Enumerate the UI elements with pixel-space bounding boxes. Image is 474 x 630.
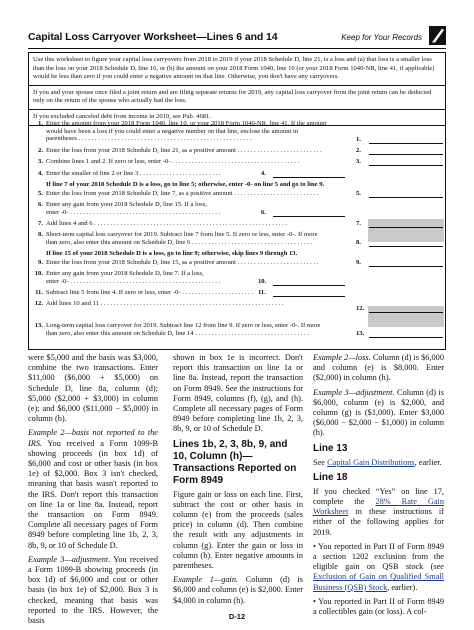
body-paragraph: Example 1—gain. Column (d) is $6,000 and column (e) is $2,000. Enter $4,000 in column (h). [173,575,303,605]
intro-paragraph: If you excluded canceled debt from income in 2019, see Pub. 4681. [33,112,211,120]
line-label: 10. [258,278,267,285]
bullet-item: • You reported in Part II of Form 8949 a section 1202 exclusion from the eligible gain on QSB stock (see Exclusion of Gain on Qualified Small Business (QSB) Stock, earlier). [313,541,444,592]
line-5-entry[interactable] [369,197,443,198]
section-heading: Line 13 [313,442,348,454]
worksheet-table [28,117,446,350]
shaded-cell [368,306,444,327]
body-paragraph: shown in box 1e is incorrect. Don't report this transaction on line 1a or line 8a. Instead, report the transaction on Form 8949. See the instructions for Form 8949, columns (f), (g), and (h). Complete all necessary pages of Form 8949 before completing line 1b, 2, 3, 8b, 9, or 10 of Schedule D. [173,353,303,434]
line-3-entry[interactable] [369,165,443,166]
worksheet-note: If line 15 of your 2018 Schedule D is a loss, go to line 9; otherwise, skip lines 9 through 13. [46,250,298,257]
text-column-middle [173,353,303,610]
page-number: D-12 [228,612,246,621]
body-paragraph: If you checked “Yes” on line 17, complete the 28% Rate Gain Worksheet in these instructions if either of the following applies for 2019. [313,486,444,537]
worksheet-line-4: 4. Enter the smaller of line 2 or line 3 . . . . . . . . . . . . . . . . . . . . . . . . . [38,170,221,177]
line-11-entry[interactable] [273,296,345,297]
rate-gain-worksheet-link[interactable]: 28% Rate Gain Worksheet [313,497,444,517]
line-label: 8. [356,239,361,246]
worksheet-intro [28,52,446,126]
worksheet-line-3: 3. Combine lines 1 and 2. If zero or less, enter -0- . . . . . . . . . . . . . . . . . . . . . . . . . . . . . . . . . . . . . . . [38,158,300,165]
body-paragraph: Example 3—adjustment. You received a Form 1099-B showing proceeds (in box 1d) of $6,000 and cost or other basis (in box 1e) of $2,000. Box 3 is checked, meaning that basis was reported to the IRS. However, the basis [28,554,158,626]
intro-paragraph: Use this worksheet to figure your capital loss carryovers from 2018 to 2019 if your 2018 Schedule D, line 21, is a loss and (a) that loss is a smaller loss than the loss on your 2018 Schedule D, line 16, or (b) the amount on your 2018 Form 1040, line 10 (or your 2018 Form 1040-NR, line 41, if applicable) would be less than zero if you could enter a negative amount on that line. Otherwise, you don't have any carryovers. [29,53,445,86]
line-label: 2. [356,147,361,154]
worksheet-line-5: 5. Enter the loss from your 2018 Schedule D, line 7, as a positive amount . . . . . . . . . . . . . . . . . . . . . . . . . . [38,190,319,197]
worksheet-line-10: 10. Enter any gain from your 2018 Schedule D, line 7. If a loss, enter -0- . . . . . . . . . . . . . . . . . . . . . . . . . . . . . . . . . . . . . . . . . . . . . . [34,270,221,285]
body-paragraph: Example 2—basis not reported to the IRS. You received a Form 1099-B showing proceeds (in box 1d) of $6,000 and cost or other basis (in box 1e) of $2,000. Box 3 isn't checked, meaning that basis wasn't reported to the IRS. Don't report this transaction on line 1a or line 8a. Instead, report the transaction on Form 8949. Complete all necessary pages of Form 8949 before completing line 1b, 2, 3, 8b, 9, or 10 of Schedule D. [28,428,158,550]
line-9-entry[interactable] [369,266,443,267]
line-label: 6. [261,209,266,216]
worksheet-line-11: 11. Subtract line 5 from line 4. If zero or less, enter -0- . . . . . . . . . . . . . . . . . . . . . . [35,289,254,296]
line-label: 7. [356,220,361,227]
shaded-cell [368,219,444,242]
line-6-entry[interactable] [273,216,345,217]
worksheet-title: Capital Loss Carryover Worksheet—Lines 6 and 14 [28,31,278,43]
line-13-entry[interactable] [369,337,443,338]
worksheet-line-7: 7. Add lines 4 and 6 . . . . . . . . . . . . . . . . . . . . . . . . . . . . . . . . . . . . . . . . . . . . . . . . . . . . . . . . . . . [38,220,288,227]
line-label: 5. [356,190,361,197]
line-label: 4. [261,170,266,177]
worksheet-line-9: 9. Enter the loss from your 2018 Schedule D, line 15, as a positive amount . . . . . . . . . . . . . . . . . . . . . . . . . [38,259,319,266]
worksheet-line-6: 6. Enter any gain from your 2018 Schedule D, line 15. If a loss, enter -0- . . . . . . . . . . . . . . . . . . . . . . . . . . . . . . . . . . . . . . . . . . . . . . [38,201,221,216]
pen-icon [429,26,446,45]
intro-paragraph: If you and your spouse once filed a joint return and are filing separate returns for 2019, any capital loss carryover from the joint return can be deducted only on the return of the spouse who actually had the loss. [29,86,445,110]
body-paragraph: See Capital Gain Distributions, earlier. [313,457,442,467]
line-label: 9. [356,259,361,266]
worksheet-line-13: 13. Long-term capital loss carryover for 2019. Subtract line 12 from line 9. If zero or less, enter -0-. If more than zero, also enter this amount on Schedule D, line 14 . . . . . . . . . . . . . . . . . . . . . . . . . . . . . . . . . . . [34,322,321,337]
body-paragraph: Example 2—loss. Column (d) is $6,000 and column (e) is $8,000. Enter ($2,000) in column (h). [313,353,444,383]
line-2-entry[interactable] [369,154,443,155]
capital-gain-distributions-link[interactable]: Capital Gain Distributions [327,457,415,467]
worksheet-note: If line 7 of your 2018 Schedule D is a loss, go to line 5; otherwise, enter -0- on line 5 and go to line 9. [46,181,325,188]
keep-for-records-label: Keep for Your Records [341,33,422,42]
worksheet-line-2: 2. Enter the loss from your 2018 Schedule D, line 21, as a positive amount . . . . . . . . . . . . . . . . . . . . . . . . . . [38,147,322,154]
body-paragraph: were $5,000 and the basis was $3,000, combine the two transactions. Enter $11,000 ($6,000 + $5,000) on Schedule D, line 8a, column (d); $5,000 ($2,000 + $3,000) in column (e); and $6,000 ($11,000 − $5,000) in column (h). [28,353,158,424]
worksheet-line-12: 12. Add lines 10 and 11 . . . . . . . . . . . . . . . . . . . . . . . . . . . . . . . . . . . . . . . . . . . . . . . . . . . . . . . . [34,300,284,307]
worksheet-line-1: 1. Enter the amount from your 2018 Form 1040, line 10, or your 2018 Form 1040-NR, line 41. If the amount would have been a loss if you could enter a negative number on that line, enclose the amount in parentheses . . . . . . . . . . . . . . . . . . . . . . . . . . . . . . . . . . . . . . . . . . . . . . . . . . . . . [38,120,327,143]
line-label: 11. [258,289,266,296]
bullet-item: • You reported in Part II of Form 8949 a collectibles gain (or loss). A col- [313,596,444,617]
body-paragraph: Figure gain or loss on each line. First, subtract the cost or other basis in column (e) from the proceeds (sales price) in column (d). Then combine the result with any adjustments in column (g). Enter the gain or loss in column (h). Enter negative amounts in parentheses. [173,489,303,571]
body-paragraph: Example 3—adjustment. Column (d) is $6,000, column (e) is $2,000, and column (g) is ($1,000). Enter $3,000 ($6,000 − $2,000 − $1,000) in column (h). [313,387,444,438]
text-column-left [28,353,158,630]
line-10-entry[interactable] [273,285,345,286]
line-7-entry[interactable] [369,227,443,228]
line-4-entry[interactable] [273,177,345,178]
worksheet-header [28,30,446,49]
line-12-entry[interactable] [369,312,443,313]
line-8-entry[interactable] [369,246,443,247]
line-label: 12. [356,305,365,312]
line-label: 3. [356,158,361,165]
text-column-right [313,353,444,621]
section-heading: Line 18 [313,471,348,483]
qsb-exclusion-link[interactable]: Exclusion of Gain on Qualified Small Business (QSB) Stock [313,572,444,592]
line-label: 1. [356,136,361,143]
worksheet-line-8: 8. Short-term capital loss carryover for 2019. Subtract line 7 from line 5. If zero or less, enter -0-. If more than zero, also enter this amount on Schedule D, line 6 . . . . . . . . . . . . . . . . . . . . . . . . . . . . . . . . . . . . . [38,231,318,246]
line-1-entry[interactable] [369,143,443,144]
line-label: 13. [356,330,365,337]
section-heading: Lines 1b, 2, 3, 8b, 9, and 10, Column (h)—Transactions Reported on Form 8949 [173,438,297,486]
